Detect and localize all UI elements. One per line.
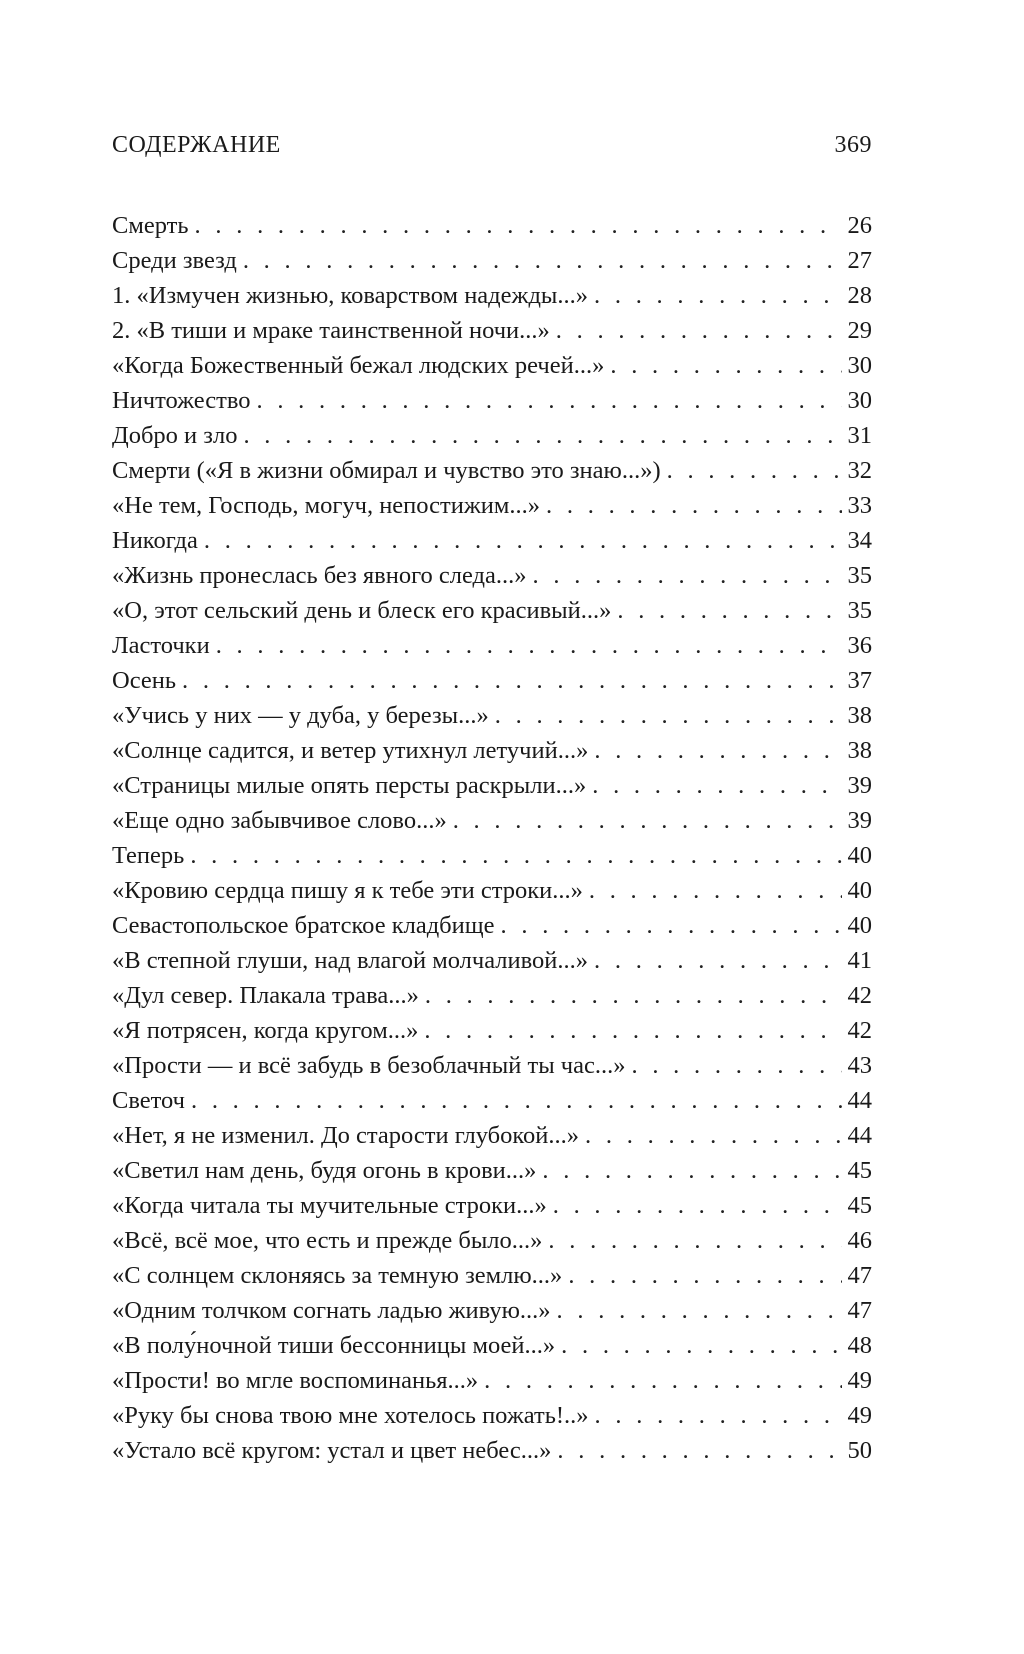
toc-entry — [112, 523, 872, 558]
toc-entry-title: Светоч — [112, 1087, 185, 1114]
toc-entry-page: 39 — [847, 772, 872, 799]
toc-entry — [112, 1013, 872, 1048]
toc-entry-title: «Прости! во мгле воспоминанья...» — [112, 1367, 479, 1394]
toc-entry-page: 47 — [847, 1262, 872, 1289]
toc-entry-title: «Когда Божественный бежал людских речей...» — [112, 352, 605, 379]
toc-entry-page: 30 — [847, 387, 872, 414]
dot-leader — [595, 1398, 842, 1433]
toc-entry-title: «О, этот сельский день и блеск его красивый...» — [112, 597, 612, 624]
dot-leader — [546, 488, 841, 523]
toc-entry — [112, 558, 872, 593]
dot-leader — [501, 908, 842, 943]
toc-entry-title: «С солнцем склоняясь за темную землю...» — [112, 1262, 563, 1289]
dot-leader — [191, 1083, 842, 1118]
toc-entry-title: «Солнце садится, и ветер утихнул летучий...» — [112, 737, 589, 764]
toc-entry-title: 1. «Измучен жизнью, коварством надежды...» — [112, 282, 588, 309]
toc-entry-page: 28 — [847, 282, 872, 309]
toc-entry-page: 37 — [847, 667, 872, 694]
toc-entry-title: Добро и зло — [112, 422, 238, 449]
dot-leader — [557, 1433, 841, 1468]
toc-entry-title: «Еще одно забывчивое слово...» — [112, 807, 447, 834]
dot-leader — [190, 838, 841, 873]
toc-entry-title: «В степной глуши, над влагой молчаливой...» — [112, 947, 589, 974]
toc-entry-page: 49 — [847, 1402, 872, 1429]
toc-entry — [112, 313, 872, 348]
toc-entry-title: Теперь — [112, 842, 185, 869]
dot-leader — [495, 698, 842, 733]
toc-entry — [112, 803, 872, 838]
dot-leader — [594, 733, 841, 768]
toc-entry-title: 2. «В тиши и мраке таинственной ночи...» — [112, 317, 550, 344]
toc-entry — [112, 208, 872, 243]
toc-entry — [112, 978, 872, 1013]
toc-entry — [112, 1048, 872, 1083]
toc-entry-page: 46 — [847, 1227, 872, 1254]
toc-entry-title: «Устало всё кругом: устал и цвет небес...» — [112, 1437, 552, 1464]
toc-entry-title: Смерти («Я в жизни обмирал и чувство это знаю...») — [112, 457, 661, 484]
toc-entry — [112, 383, 872, 418]
toc-entry — [112, 1433, 872, 1468]
toc-entry — [112, 733, 872, 768]
toc-entry-page: 49 — [847, 1367, 872, 1394]
toc-entry-title: «Когда читала ты мучительные строки...» — [112, 1192, 547, 1219]
toc-entry — [112, 838, 872, 873]
toc-entry — [112, 488, 872, 523]
dot-leader — [631, 1048, 841, 1083]
toc-entry-page: 38 — [847, 737, 872, 764]
dot-leader — [424, 1013, 841, 1048]
toc-entry — [112, 1223, 872, 1258]
toc-entry-page: 29 — [847, 317, 872, 344]
dot-leader — [182, 663, 841, 698]
toc-entry-page: 41 — [847, 947, 872, 974]
dot-leader — [256, 383, 841, 418]
toc-entry-page: 38 — [847, 702, 872, 729]
toc-entry — [112, 943, 872, 978]
toc-entry — [112, 698, 872, 733]
toc-entry-page: 48 — [847, 1332, 872, 1359]
dot-leader — [568, 1258, 841, 1293]
toc-entry-page: 42 — [847, 1017, 872, 1044]
toc-entry — [112, 418, 872, 453]
toc-entry-page: 44 — [847, 1087, 872, 1114]
dot-leader — [585, 1118, 841, 1153]
toc-entry-page: 35 — [847, 562, 872, 589]
toc-entry-title: «Всё, всё мое, что есть и прежде было...» — [112, 1227, 543, 1254]
toc-entry — [112, 628, 872, 663]
dot-leader — [195, 208, 842, 243]
toc-entry — [112, 243, 872, 278]
toc-entry — [112, 663, 872, 698]
toc-entry — [112, 1153, 872, 1188]
dot-leader — [204, 523, 842, 558]
dot-leader — [425, 978, 842, 1013]
page-number: 369 — [834, 132, 872, 158]
toc-entry-title: «Не тем, Господь, могуч, непостижим...» — [112, 492, 541, 519]
toc-entry-page: 33 — [847, 492, 872, 519]
toc-entry-title: Никогда — [112, 527, 198, 554]
toc-entry — [112, 278, 872, 313]
dot-leader — [592, 768, 841, 803]
toc-entry — [112, 348, 872, 383]
toc-entry — [112, 873, 872, 908]
toc-entry-page: 39 — [847, 807, 872, 834]
dot-leader — [542, 1153, 841, 1188]
toc-entry-title: «Прости — и всё забудь в безоблачный ты час...» — [112, 1052, 626, 1079]
toc-entry-page: 45 — [847, 1157, 872, 1184]
toc-entry-title: Среди звезд — [112, 247, 237, 274]
toc-entry — [112, 453, 872, 488]
toc-entry-title: «Учись у них — у дуба, у березы...» — [112, 702, 489, 729]
toc-entry-page: 44 — [847, 1122, 872, 1149]
toc-entry-title: «Одним толчком согнать ладью живую...» — [112, 1297, 551, 1324]
dot-leader — [594, 278, 842, 313]
toc-entry — [112, 1258, 872, 1293]
dot-leader — [617, 593, 841, 628]
toc-entry-title: Севастопольское братское кладбище — [112, 912, 495, 939]
toc-entry-page: 32 — [847, 457, 872, 484]
dot-leader — [553, 1188, 842, 1223]
toc-entry-page: 43 — [847, 1052, 872, 1079]
toc-entry-page: 50 — [847, 1437, 872, 1464]
dot-leader — [556, 313, 842, 348]
dot-leader — [594, 943, 841, 978]
toc-entry-title: «Светил нам день, будя огонь в крови...» — [112, 1157, 537, 1184]
toc-entry-page: 40 — [847, 877, 872, 904]
toc-entry-title: «В полу́ночной тиши бессонницы моей...» — [112, 1332, 556, 1359]
dot-leader — [216, 628, 842, 663]
toc-entry-title: «Руку бы снова твою мне хотелось пожать!..» — [112, 1402, 589, 1429]
toc-entry — [112, 1188, 872, 1223]
dot-leader — [484, 1363, 841, 1398]
toc-entry-title: «Нет, я не изменил. До старости глубокой...» — [112, 1122, 580, 1149]
toc-entry — [112, 768, 872, 803]
toc-entry — [112, 908, 872, 943]
table-of-contents — [112, 208, 872, 1468]
toc-entry — [112, 1293, 872, 1328]
toc-entry-title: «Дул север. Плакала трава...» — [112, 982, 419, 1009]
toc-entry-title: Ничтожество — [112, 387, 251, 414]
dot-leader — [589, 873, 842, 908]
toc-entry-title: «Кровию сердца пишу я к тебе эти строки...» — [112, 877, 583, 904]
toc-entry-page: 30 — [847, 352, 872, 379]
dot-leader — [548, 1223, 841, 1258]
toc-entry — [112, 1363, 872, 1398]
dot-leader — [557, 1293, 842, 1328]
toc-entry-page: 31 — [847, 422, 872, 449]
dot-leader — [561, 1328, 841, 1363]
dot-leader — [610, 348, 841, 383]
toc-entry-page: 36 — [847, 632, 872, 659]
toc-entry-page: 40 — [847, 842, 872, 869]
toc-entry-page: 47 — [847, 1297, 872, 1324]
dot-leader — [667, 453, 842, 488]
toc-entry-title: Осень — [112, 667, 177, 694]
toc-entry — [112, 1083, 872, 1118]
toc-entry-page: 26 — [847, 212, 872, 239]
toc-entry-title: «Я потрясен, когда кругом...» — [112, 1017, 419, 1044]
dot-leader — [453, 803, 842, 838]
toc-entry-title: Смерть — [112, 212, 189, 239]
toc-entry-page: 45 — [847, 1192, 872, 1219]
toc-entry-page: 27 — [847, 247, 872, 274]
toc-entry-title: «Жизнь пронеслась без явного следа...» — [112, 562, 527, 589]
toc-entry — [112, 1328, 872, 1363]
toc-entry-title: «Страницы милые опять персты раскрыли...» — [112, 772, 587, 799]
toc-entry — [112, 1398, 872, 1433]
toc-entry-page: 40 — [847, 912, 872, 939]
dot-leader — [533, 558, 842, 593]
section-title: СОДЕРЖАНИЕ — [112, 132, 281, 158]
toc-entry — [112, 1118, 872, 1153]
toc-entry-title: Ласточки — [112, 632, 210, 659]
dot-leader — [243, 243, 842, 278]
toc-entry — [112, 593, 872, 628]
dot-leader — [243, 418, 841, 453]
toc-entry-page: 35 — [847, 597, 872, 624]
toc-entry-page: 34 — [847, 527, 872, 554]
page-header — [112, 132, 872, 172]
toc-entry-page: 42 — [847, 982, 872, 1009]
